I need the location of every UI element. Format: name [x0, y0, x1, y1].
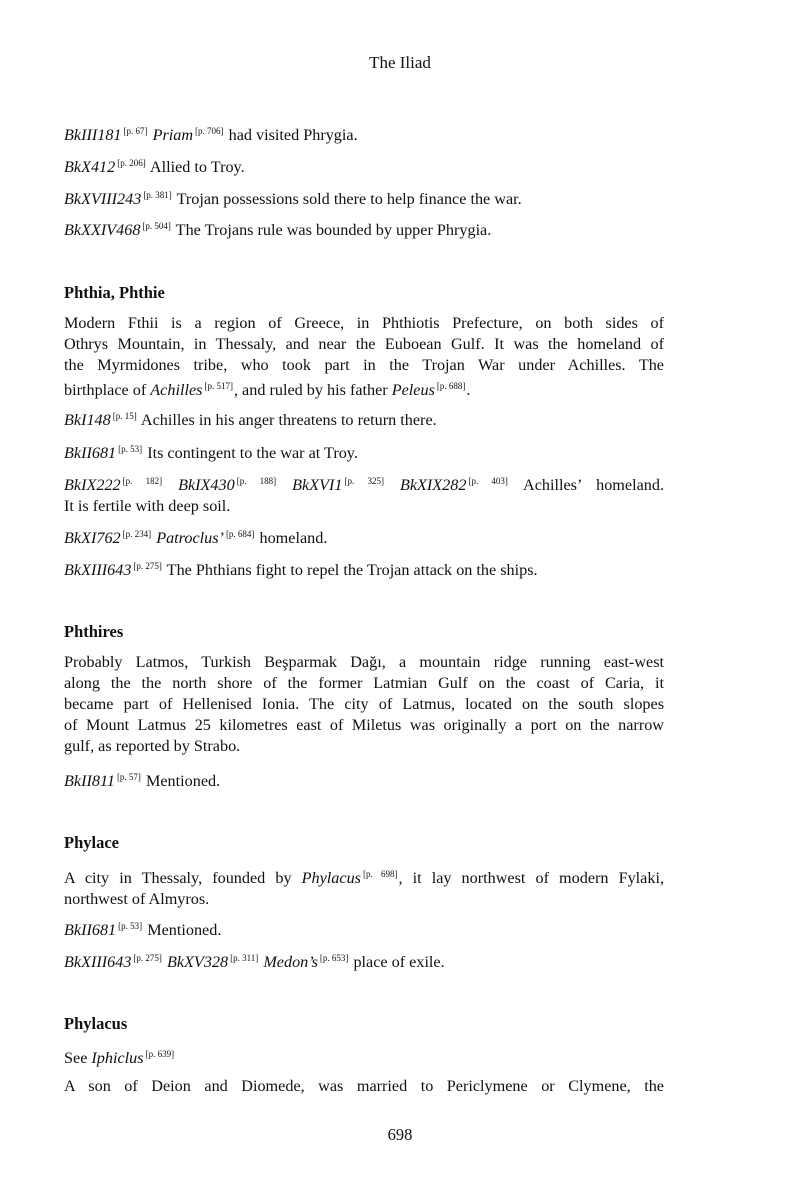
person-link[interactable]: Achilles: [150, 381, 203, 399]
page-reference-link[interactable]: [p. 182]: [122, 476, 163, 486]
page-reference-link[interactable]: [p. 53]: [118, 921, 143, 931]
book-reference-link[interactable]: BkIX222: [64, 476, 121, 494]
page-reference-link[interactable]: [p. 504]: [142, 221, 171, 231]
reference-text: Mentioned.: [141, 772, 221, 790]
description-line: became part of Hellenised Ionia. The city of Latmus, located on the south slopes: [64, 695, 664, 713]
description-line: [64, 864, 664, 889]
page-number: 698: [387, 1125, 413, 1144]
book-reference-link[interactable]: BkII681: [64, 921, 117, 939]
reference-text: Mentioned.: [143, 921, 222, 939]
page-reference-link[interactable]: [p. 325]: [344, 476, 384, 486]
running-head: The Iliad: [369, 53, 431, 72]
reference-text: The Phthians fight to repel the Trojan attack on the ships.: [162, 561, 538, 579]
reference-text: had visited Phrygia.: [224, 126, 358, 144]
page-reference-link[interactable]: [p. 403]: [468, 476, 508, 486]
book-reference-link[interactable]: BkI148: [64, 411, 111, 429]
book-reference-link[interactable]: BkIII181: [64, 126, 122, 144]
reference-line: [64, 153, 245, 178]
person-link[interactable]: Iphiclus: [91, 1049, 144, 1067]
reference-line: [64, 471, 664, 496]
entry-description: [64, 652, 664, 757]
page-reference-link[interactable]: [p. 706]: [195, 126, 224, 136]
reference-text: Its contingent to the war at Troy.: [143, 444, 358, 462]
text-segment: .: [466, 381, 471, 399]
person-link[interactable]: Patroclus’: [156, 529, 224, 547]
description-line: gulf, as reported by Strabo.: [64, 737, 241, 755]
book-reference-link[interactable]: BkXVIII243: [64, 190, 142, 208]
reference-line: [64, 439, 358, 464]
reference-line: [64, 767, 220, 792]
reference-line: [64, 524, 327, 549]
description-line: northwest of Almyros.: [64, 890, 210, 908]
description-line: Modern Fthii is a region of Greece, in Phthiotis Prefecture, on both sides of: [64, 314, 664, 332]
book-reference-link[interactable]: BkII681: [64, 444, 117, 462]
description-line: the Myrmidones tribe, who took part in the Trojan War under Achilles. The: [64, 356, 664, 374]
reference-text: Allied to Troy.: [146, 158, 245, 176]
entry-heading-phthires: Phthires: [64, 622, 124, 641]
person-link[interactable]: Medon’s: [263, 953, 318, 971]
entry-heading-phylacus: Phylacus: [64, 1014, 128, 1033]
page-reference-link[interactable]: [p. 639]: [145, 1049, 175, 1059]
entry-heading-phylace: Phylace: [64, 833, 119, 852]
text-segment: , and ruled by his father: [233, 381, 392, 399]
book-reference-link[interactable]: BkII811: [64, 772, 115, 790]
book-reference-link[interactable]: BkXVI1: [292, 476, 343, 494]
page-reference-link[interactable]: [p. 698]: [362, 869, 398, 879]
page-reference-link[interactable]: [p. 234]: [122, 529, 152, 539]
description-line: Othrys Mountain, in Thessaly, and near the Euboean Gulf. It was the homeland of: [64, 335, 664, 353]
description-line: A son of Deion and Diomede, was married to Periclymene or Clymene, the: [64, 1077, 664, 1095]
page-reference-link[interactable]: [p. 67]: [123, 126, 148, 136]
see-also-line: [64, 1044, 175, 1069]
entry-description: [64, 1076, 664, 1097]
reference-line: [64, 185, 522, 210]
page-reference-link[interactable]: [p. 206]: [117, 158, 146, 168]
entry-heading-phthia: Phthia, Phthie: [64, 283, 165, 302]
page-reference-link[interactable]: [p. 684]: [225, 529, 255, 539]
description-line: [64, 376, 664, 401]
reference-line: [64, 406, 437, 431]
page-reference-link[interactable]: [p. 15]: [112, 411, 137, 421]
reference-multi: [64, 471, 664, 517]
reference-line: [64, 121, 358, 146]
description-line: along the the north shore of the former Latmian Gulf on the coast of Caria, it: [64, 674, 664, 692]
page-reference-link[interactable]: [p. 275]: [133, 561, 162, 571]
text-segment: birthplace of: [64, 381, 151, 399]
reference-text: It is fertile with deep soil.: [64, 497, 231, 515]
page-reference-link[interactable]: [p. 53]: [118, 444, 143, 454]
page-reference-link[interactable]: [p. 311]: [230, 953, 259, 963]
page-reference-link[interactable]: [p. 57]: [116, 772, 141, 782]
reference-text: Trojan possessions sold there to help finance the war.: [172, 190, 522, 208]
book-reference-link[interactable]: BkXIII643: [64, 953, 132, 971]
entry-description: [64, 313, 664, 401]
book-reference-link[interactable]: BkXXIV468: [64, 221, 141, 239]
page-reference-link[interactable]: [p. 275]: [133, 953, 162, 963]
page-reference-link[interactable]: [p. 517]: [204, 381, 233, 391]
reference-line: [64, 948, 445, 973]
reference-line: [64, 216, 491, 241]
page-reference-link[interactable]: [p. 188]: [236, 476, 277, 486]
page-reference-link[interactable]: [p. 381]: [143, 190, 172, 200]
reference-text: place of exile.: [349, 953, 445, 971]
person-link[interactable]: Priam: [152, 126, 194, 144]
reference-text: Achilles in his anger threatens to return there.: [137, 411, 437, 429]
book-reference-link[interactable]: BkIX430: [178, 476, 235, 494]
book-reference-link[interactable]: BkXV328: [166, 953, 229, 971]
text-segment: A city in Thessaly, founded by: [64, 869, 302, 887]
reference-line: [64, 916, 221, 941]
description-line: of Mount Latmus 25 kilometres east of Miletus was originally a port on the narrow: [64, 716, 664, 734]
text-segment: , it lay northwest of modern Fylaki,: [398, 869, 664, 887]
person-link[interactable]: Peleus: [391, 381, 435, 399]
reference-text: Achilles’ homeland.: [508, 476, 665, 494]
person-link[interactable]: Phylacus: [301, 869, 361, 887]
see-label: See: [64, 1049, 92, 1067]
book-reference-link[interactable]: BkXIX282: [399, 476, 467, 494]
description-line: Probably Latmos, Turkish Beşparmak Dağı, a mountain ridge running east-west: [64, 653, 664, 671]
reference-line: [64, 556, 538, 581]
book-reference-link[interactable]: BkX412: [64, 158, 116, 176]
entry-description: [64, 864, 664, 910]
page-reference-link[interactable]: [p. 653]: [319, 953, 349, 963]
reference-text: The Trojans rule was bounded by upper Phrygia.: [171, 221, 492, 239]
book-reference-link[interactable]: BkXI762: [64, 529, 121, 547]
book-reference-link[interactable]: BkXIII643: [64, 561, 132, 579]
reference-text: homeland.: [255, 529, 328, 547]
page-reference-link[interactable]: [p. 688]: [436, 381, 466, 391]
